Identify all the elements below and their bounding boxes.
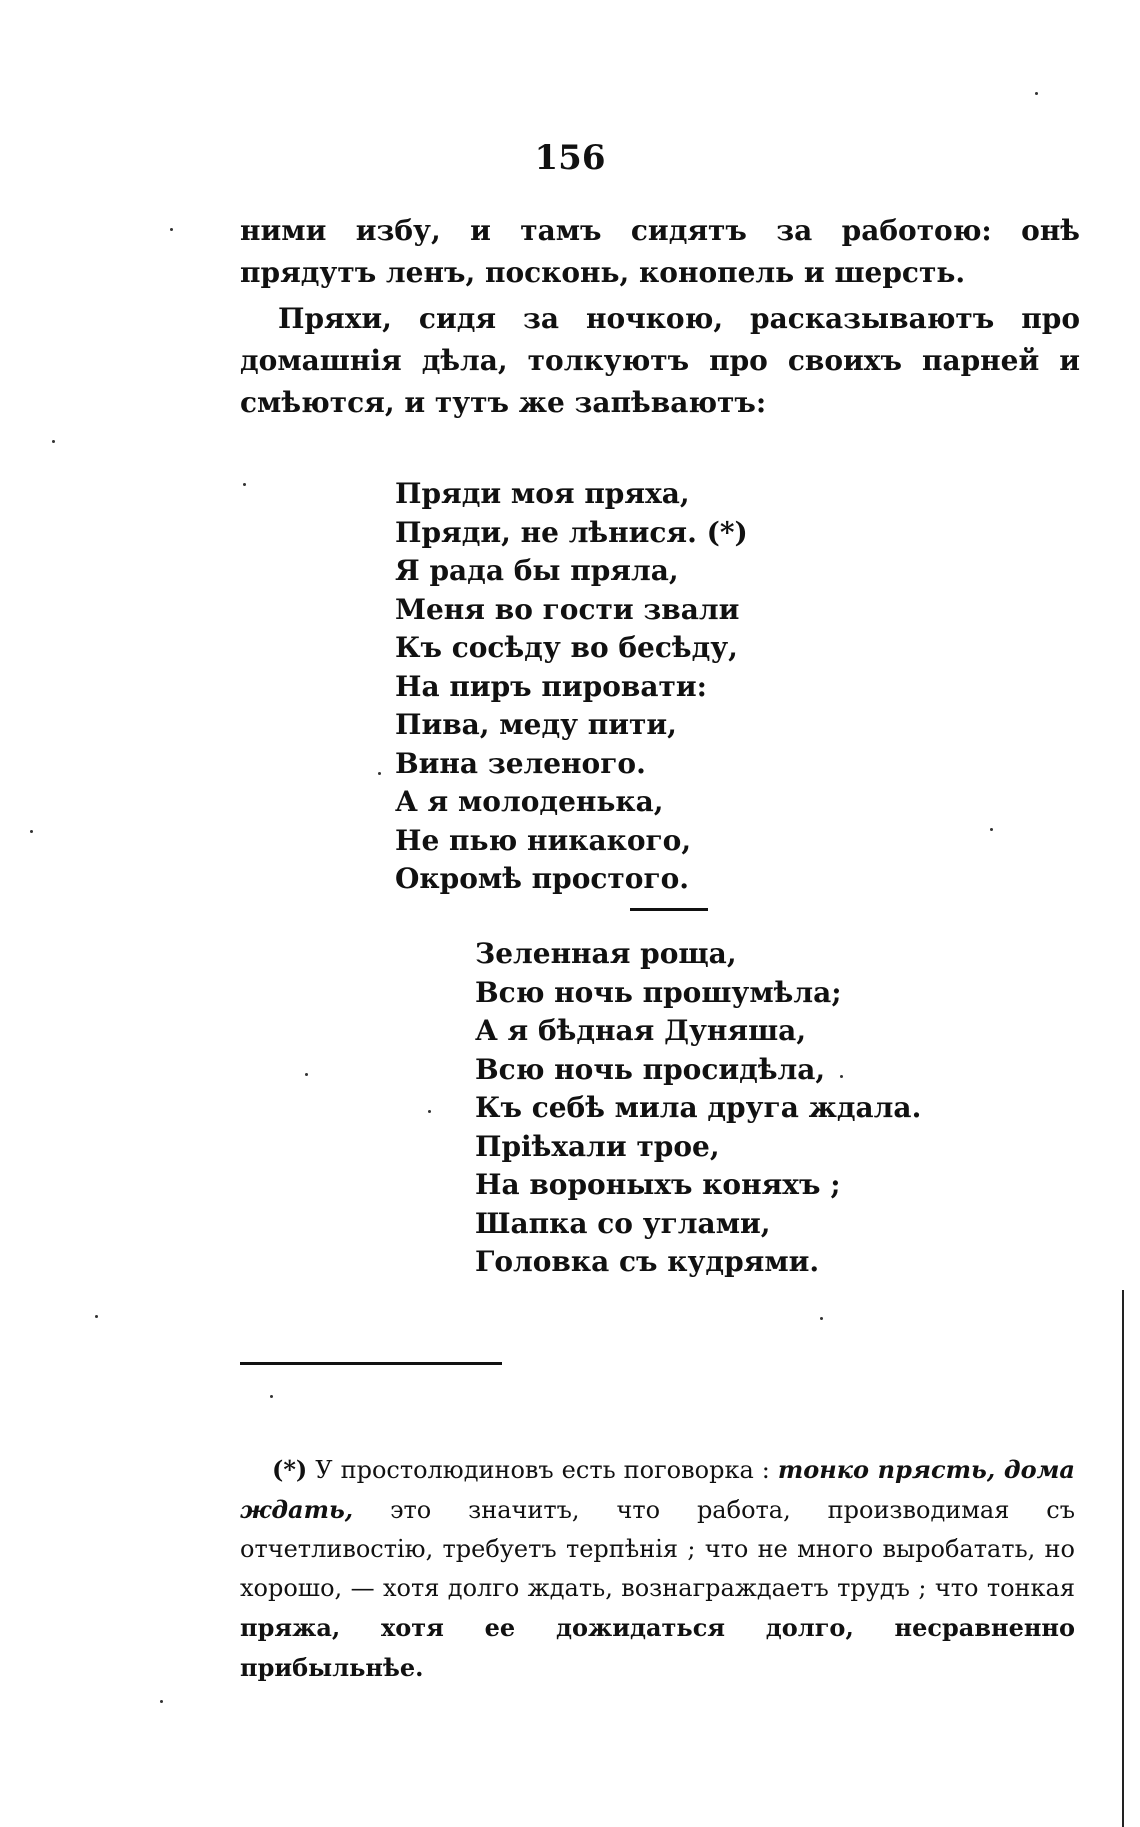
footnote-text: [240, 1450, 1075, 1688]
song-line: Головка съ кудрями.: [475, 1245, 820, 1278]
page-number: 156: [534, 138, 606, 178]
page-edge-line: [1122, 1290, 1124, 1827]
song-line: Пряди моя пряха,: [395, 477, 690, 510]
song-divider: [630, 908, 708, 911]
song-line: Къ себѣ мила друга ждала.: [475, 1091, 922, 1124]
scan-speck: [243, 483, 246, 486]
scan-speck: [52, 440, 55, 443]
scan-speck: [270, 1395, 273, 1398]
scan-speck: [1035, 92, 1038, 95]
song-line: Пріѣхали трое,: [475, 1129, 720, 1163]
song-line: Къ сосѣду во бесѣду,: [395, 631, 738, 664]
footnote-body: это значитъ, что работа, производимая съ отчетливостію, требуетъ терпѣнія ; что не много выробатать, но хорошо, — хотя долго ждать, вознаграждаетъ трудъ ; что тонкая: [240, 1496, 1075, 1602]
scan-speck: [305, 1073, 308, 1076]
paragraph-1: [240, 210, 1080, 294]
scan-speck: [428, 1110, 431, 1113]
song-line: Пива, меду пити,: [395, 708, 677, 741]
song-line: Я рада бы пряла,: [395, 554, 679, 587]
scan-speck: [840, 1075, 843, 1078]
paragraph-2: [240, 298, 1080, 424]
scan-speck: [378, 772, 381, 775]
scan-speck: [30, 830, 33, 833]
song-line: На пиръ пировати:: [395, 669, 707, 703]
song-line: Шапка со углами,: [475, 1206, 771, 1240]
song-line: Всю ночь прошумѣла;: [475, 975, 842, 1009]
song-line: Всю ночь просидѣла,: [475, 1052, 826, 1086]
song-line: Зеленная роща,: [475, 937, 737, 970]
footnote: [240, 1450, 1075, 1688]
scan-speck: [820, 1317, 823, 1320]
song-2: [475, 935, 921, 1282]
scan-speck: [95, 1315, 98, 1318]
song-line: Не пью никакого,: [395, 823, 692, 857]
paragraph-text: Пряхи, сидя за ночкою, расказываютъ про домашнія дѣла, толкуютъ про своихъ парней и смѣются, и тутъ же запѣваютъ:: [240, 302, 1080, 419]
song-line: Пряди, не лѣнися. (*): [395, 515, 748, 549]
song-line: А я молоденька,: [395, 785, 664, 818]
scan-speck: [170, 228, 173, 231]
song-line: Вина зеленого.: [395, 746, 646, 780]
song-line: Окромѣ простого.: [395, 862, 690, 895]
song-line: А я бѣдная Дуняша,: [475, 1014, 807, 1047]
footnote-separator: [240, 1362, 502, 1365]
scan-speck: [990, 828, 993, 831]
footnote-intro: У простолюдиновъ есть поговорка :: [315, 1456, 770, 1484]
footnote-marker: (*): [272, 1455, 308, 1484]
footnote-saying: тонко прясть, дома ждать,: [240, 1455, 1075, 1524]
song-line: Меня во гости звали: [395, 592, 740, 626]
scan-speck: [160, 1700, 163, 1703]
paragraph-text: ними избу, и тамъ сидятъ за работою: онѣ прядутъ ленъ, посконь, конопель и шерсть.: [240, 214, 1080, 289]
song-line: На вороныхъ коняхъ ;: [475, 1168, 841, 1201]
song-1: [395, 475, 748, 899]
footnote-ending: пряжа, хотя ее дожидаться долго, несравненно прибыльнѣе.: [240, 1613, 1075, 1682]
